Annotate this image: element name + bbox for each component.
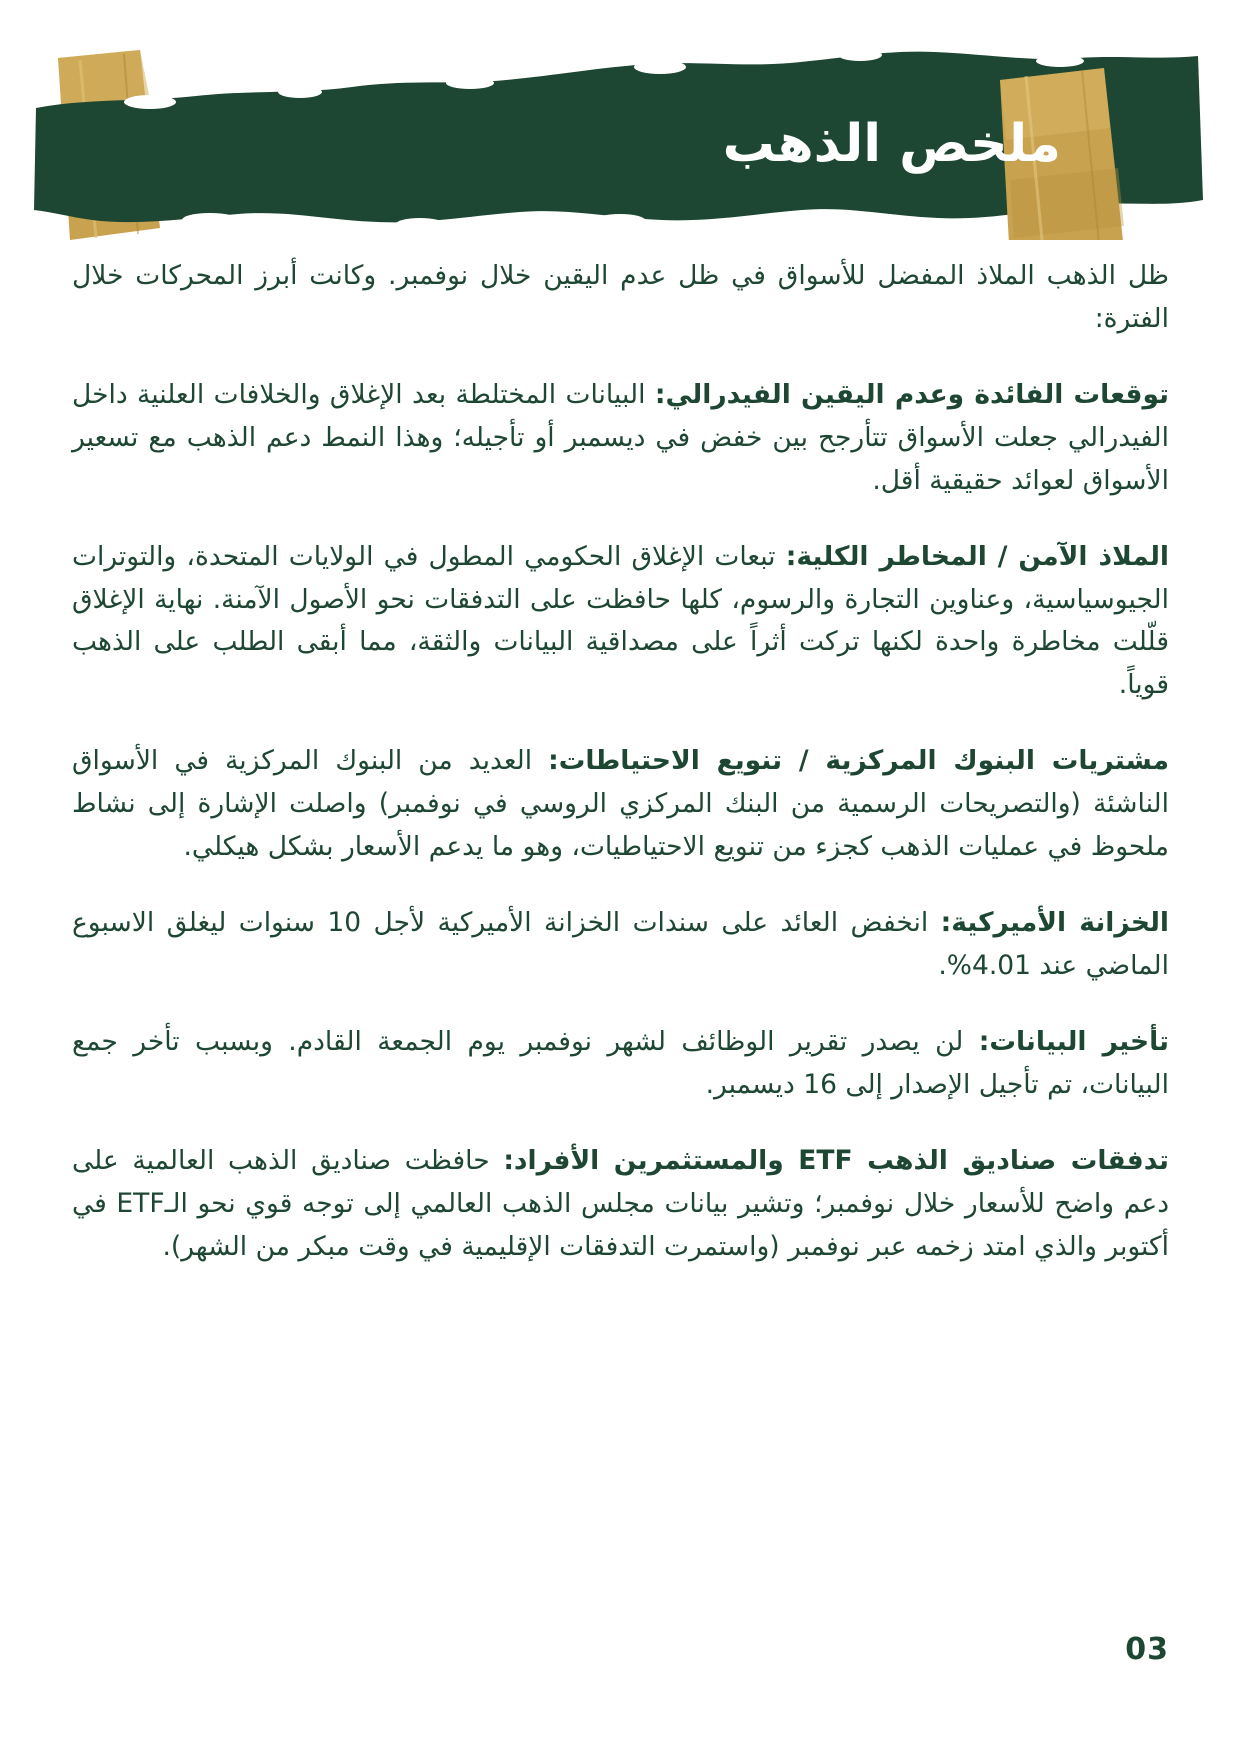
paragraph-lead: الملاذ الآمن / المخاطر الكلية: <box>785 540 1169 572</box>
paragraph-text: العديد من البنوك المركزية في الأسواق الناشئة (والتصريحات الرسمية من البنك المركزي الروسي في نوفمبر) واصلت الإشارة إلى نشاط ملحوظ في عمليات الذهب كجزء من تنويع الاحتياطيات، وهو ما يدعم الأسعار بشكل هيكلي. <box>72 745 1169 863</box>
paragraph-lead: مشتريات البنوك المركزية / تنويع الاحتياطات: <box>548 745 1169 777</box>
paragraph-etf-flows <box>72 1140 1169 1269</box>
paragraph-data-delay <box>72 1021 1169 1107</box>
paragraph-text: لن يصدر تقرير الوظائف لشهر نوفمبر يوم الجمعة القادم. وبسبب تأخر جمع البيانات، تم تأجيل الإصدار إلى 16 ديسمبر. <box>72 1025 1169 1100</box>
paragraph-text: حافظت صناديق الذهب العالمية على دعم واضح للأسعار خلال نوفمبر؛ وتشير بيانات مجلس الذهب العالمي إلى توجه قوي نحو الـETF في أكتوبر والذي امتد زخمه عبر نوفمبر (واستمرت التدفقات الإقليمية في وقت مبكر من الشهر). <box>72 1144 1169 1262</box>
header-banner <box>0 40 1241 240</box>
paragraph-us-treasury <box>72 902 1169 988</box>
paragraph-lead: تأخير البيانات: <box>978 1025 1169 1057</box>
page-number: 03 <box>1125 1632 1169 1667</box>
page-title: ملخص الذهب <box>722 114 1061 174</box>
paragraph-text: تبعات الإغلاق الحكومي المطول في الولايات المتحدة، والتوترات الجيوسياسية، وعناوين التجارة والرسوم، كلها حافظت على التدفقات نحو الأصول الآمنة. نهاية الإغلاق قلّلت مخاطرة واحدة لكنها تركت أثراً على مصداقية البيانات والثقة، مما أبقى الطلب على الذهب قوياً. <box>72 540 1169 701</box>
paragraph-lead: الخزانة الأميركية: <box>940 907 1170 939</box>
paragraph-lead: توقعات الفائدة وعدم اليقين الفيدرالي: <box>654 378 1170 410</box>
paragraph-text: البيانات المختلطة بعد الإغلاق والخلافات العلنية داخل الفيدرالي جعلت الأسواق تتأرجح بين خفض في ديسمبر أو تأجيله؛ وهذا النمط دعم الذهب مع تسعير الأسواق لعوائد حقيقية أقل. <box>72 378 1169 496</box>
paragraph-intro <box>72 255 1169 341</box>
paragraph-lead: تدفقات صناديق الذهب ETF والمستثمرين الأفراد: <box>503 1144 1169 1176</box>
paragraph-rate-expectations <box>72 374 1169 503</box>
paragraph-safe-haven <box>72 536 1169 708</box>
article-body <box>72 255 1169 1269</box>
paragraph-text: انخفض العائد على سندات الخزانة الأميركية لأجل 10 سنوات ليغلق الاسبوع الماضي عند 4.01%. <box>72 907 1169 981</box>
paragraph-text: ظل الذهب الملاذ المفضل للأسواق في ظل عدم اليقين خلال نوفمبر. وكانت أبرز المحركات خلال الفترة: <box>72 260 1169 334</box>
paragraph-central-bank-buying <box>72 740 1169 869</box>
